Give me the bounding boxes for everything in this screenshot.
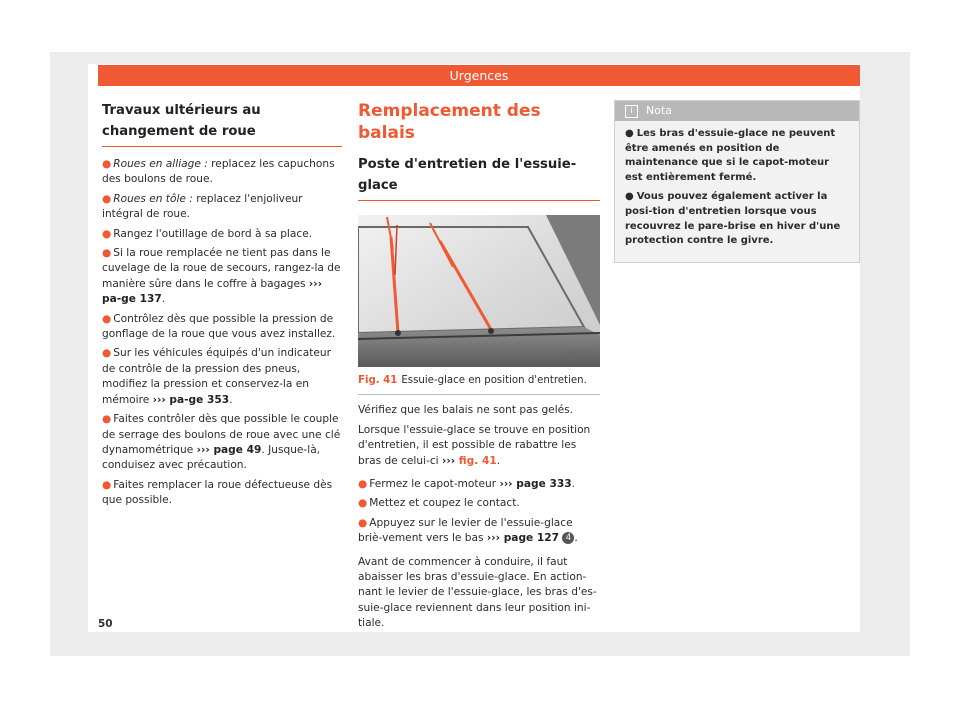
bullet-icon: ● [358,478,368,491]
note-box [614,100,860,263]
note-item: ● Vous pouvez également activer la posi-tion d'entretien lorsque vous recouvrez le pare-brise en hiver d'une protection contre le givre. [625,191,841,247]
step-item: ● Appuyez sur le levier de l'essuie-glace briè-vement vers le bas ››› page 127 4 . [358,516,578,545]
bullet-icon: ● [625,191,634,203]
bullet-icon: ● [102,478,112,491]
list-item: ● Si la roue remplacée ne tient pas dans le cuvelage de la roue de secours, rangez-la de manière sûre dans le coffre à bagages ››› pa-ge 137. [102,247,341,306]
paragraph: Vérifiez que les balais ne sont pas gelés. [358,404,574,417]
list-item: ● Sur les véhicules équipés d'un indicateur de contrôle de la pression des pneus, modifiez la pression et conservez-la en mémoire ››› pa-ge 353. [102,347,331,406]
page-title: Remplacement des balais [358,101,541,143]
page-reference-link[interactable]: ››› page 333 [499,478,572,491]
page-number: 50 [98,618,113,630]
paragraph: Lorsque l'essuie-glace se trouve en position d'entretien, il est possible de rabattre les bras de celui-ci ››› fig. 41. [358,423,591,467]
bullet-icon: ● [102,413,112,426]
paragraph: Avant de commencer à conduire, il faut abaisser les bras d'essuie-glace. En action-nant le levier de l'essuie-glace, les bras d'es-suie-glace reviennent dans leur position ini-tiale. [358,555,597,630]
column-right [614,100,860,263]
section-heading: Poste d'entretien de l'essuie-glace [358,157,577,193]
note-header: i Nota [615,101,859,121]
section-header: Urgences [98,65,860,86]
bullet-icon: ● [102,158,112,170]
list-item: ● Contrôlez dès que possible la pression de gonflage de la roue que vous avez installez. [102,312,336,341]
list-item: ● Faites contrôler dès que possible le couple de serrage des boulons de roue avec une clé dynamométrique ››› page 49. Jusque-là, conduisez avec précaution. [102,413,341,472]
bullet-icon: ● [358,516,368,529]
callout-number-icon: 4 [562,532,574,544]
list-item: ● Roues en alliage : replacez les capuchons des boulons de roue. [102,158,335,186]
bullet-icon: ● [358,497,368,510]
bullet-icon: ● [102,312,112,325]
bullet-icon: ● [102,347,112,360]
step-item: ● Mettez et coupez le contact. [358,497,520,510]
bullet-icon: ● [102,227,112,240]
column-middle [358,100,600,636]
heading-rule [358,200,600,201]
page-reference-link[interactable]: ››› pa-ge 137 [102,277,323,306]
page-reference-link[interactable]: ››› pa-ge 353 [152,393,230,406]
step-item: ● Fermez le capot-moteur ››› page 333. [358,478,575,491]
list-item: ● Roues en tôle : replacez l'enjoliveur intégral de roue. [102,192,303,221]
wiper-illustration [358,215,600,367]
figure-caption: Fig. 41 Essuie-glace en position d'entretien. [358,373,600,395]
figure-reference-link[interactable]: ››› fig. 41 [441,454,497,467]
bullet-icon: ● [102,247,112,260]
figure-code: SKJ-0177 [565,348,594,357]
section-heading: Travaux ultérieurs au changement de roue [102,103,261,139]
page-reference-link[interactable]: ››› page 49 [196,443,262,456]
page-reference-link[interactable]: ››› page 127 [486,532,560,545]
column-left [102,100,342,513]
note-item: ● Les bras d'essuie-glace ne peuvent être amenés en position de maintenance que si le capot-moteur est entièrement fermé. [625,128,836,183]
note-body [615,121,859,262]
list-item: ● Rangez l'outillage de bord à sa place. [102,227,313,240]
list-item: ● Faites remplacer la roue défectueuse dès que possible. [102,478,333,507]
bullet-icon: ● [625,128,634,139]
info-icon: i [625,105,638,118]
wiper-figure [358,215,600,367]
bullet-icon: ● [102,192,112,205]
